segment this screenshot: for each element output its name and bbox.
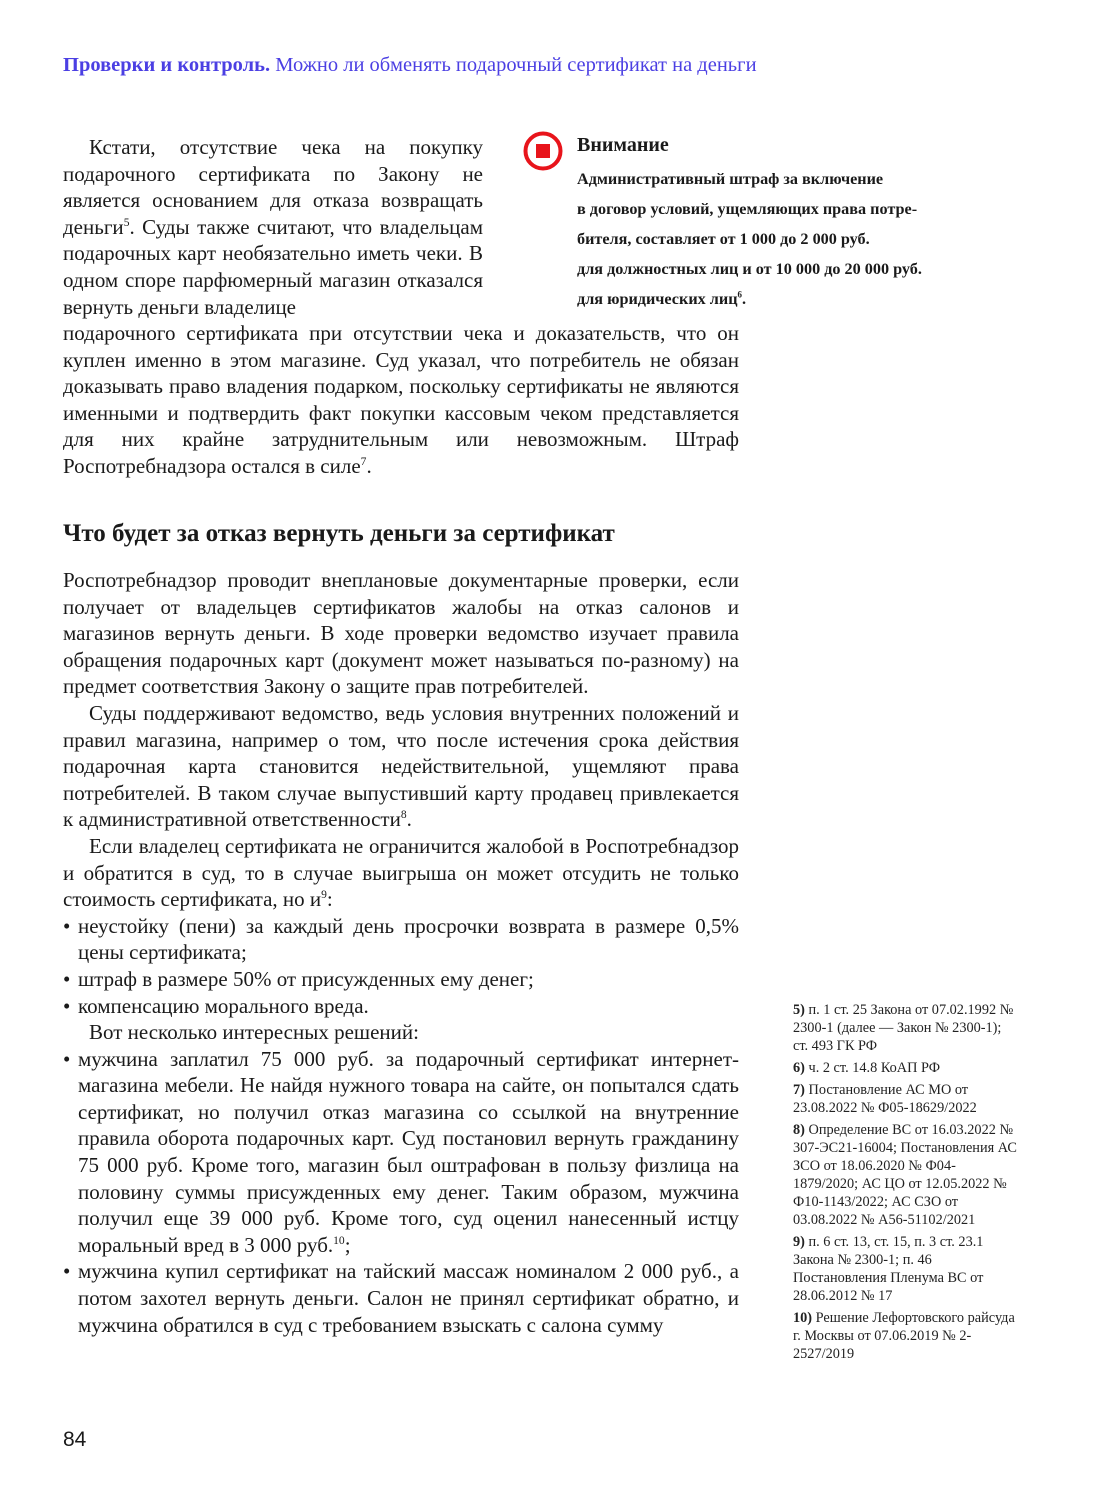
footnote-5: 5) п. 1 ст. 25 Закона от 07.02.1992 № 2300-1 (далее — Закон № 2300-1); ст. 493 ГК РФ [793, 1002, 1014, 1054]
claims-list [63, 913, 739, 1019]
attention-line: бителя, составляет от 1 000 до 2 000 руб. [577, 230, 870, 248]
cases-list-item: • мужчина заплатил 75 000 руб. за подарочный сертификат интернет-магазина мебели. Не найдя нужного товара на сайте, он попытался сдать сертификат, но получил отказ магазина со ссылкой на внутренние правила оборота подарочных карт. Суд постановил вернуть гражданину 75 000 руб. Кроме того, магазин был оштрафован в пользу физлица на половину суммы присужденных ему денег. Таким образом, мужчина получил еще 39 000 руб. Кроме того, суд оценил нанесенный истцу моральный вред в 3 000 руб.$^{10}$; [63, 1046, 739, 1257]
attention-title: Внимание [577, 134, 669, 156]
footnote-ref-5[interactable]: 5 [123, 216, 130, 229]
running-head-title: Можно ли обменять подарочный сертификат на деньги [275, 54, 757, 76]
running-head-section: Проверки и контроль. [63, 54, 271, 76]
claims-list-item: • компенсацию морального вреда. [63, 993, 369, 1018]
claims-list-item: • неустойку (пени) за каждый день просрочки возврата в размере 0,5% цены сертификата; [63, 913, 739, 965]
bullet-icon: • [63, 1046, 71, 1071]
footnote-ref-10[interactable]: 10 [333, 1234, 345, 1247]
intro-continuation-text: подарочного сертификата при отсутствии чека и доказательств, что он куплен именно в этом магазине. Суд указал, что потребитель не обязан доказывать право владения подарком, поскольку сертификаты не являются именными и подтвердить факт покупки кассовым чеком представляется для них крайне затруднительным или невозможным. Штраф Роспотребнадзора остался в силе$^7$. [63, 321, 739, 478]
footnote-ref-8[interactable]: 8 [400, 809, 407, 822]
bullet-icon: • [63, 1259, 71, 1284]
footnote-6: 6) ч. 2 ст. 14.8 КоАП РФ [793, 1060, 941, 1076]
footnote-10: 10) Решение Лефортовского райсуда г. Москвы от 07.06.2019 № 2-2527/2019 [793, 1310, 1015, 1362]
footnote-ref-6[interactable]: 6 [737, 289, 742, 300]
attention-line: Административный штраф за включение [577, 170, 884, 188]
attention-line: для должностных лиц и от 10 000 до 20 000 руб. [577, 260, 922, 278]
footnote-7: 7) Постановление АС МО от 23.08.2022 № Ф05-18629/2022 [793, 1082, 977, 1116]
bullet-icon: • [63, 913, 71, 938]
cases-list-item: • мужчина купил сертификат на тайский массаж номиналом 2 000 руб., а потом захотел вернуть деньги. Салон не принял сертификат обратно, и мужчина обратился в суд с требованием взыскать с салона сумму [63, 1259, 739, 1337]
section-paragraph-4: Вот несколько интересных решений: [89, 1020, 419, 1045]
footnote-8: 8) Определение ВС от 16.03.2022 № 307-ЭС21-16004; Постановления АС ЗСО от 18.06.2020 № Ф04-1879/2020; АС ЦО от 12.05.2022 № Ф10-1143/2022; АС СЗО от 03.08.2022 № А56-51102/2021 [793, 1122, 1017, 1228]
page-number: 84 [63, 1428, 87, 1451]
intro-continuation [63, 320, 739, 480]
section-paragraph-1: Роспотребнадзор проводит внеплановые документарные проверки, если получает от владельцев сертификатов жалобы на отказ салонов и магазинов вернуть деньги. В ходе проверки ведомство изучает правила обращения подарочных карт (документ может называться по-разному) на предмет соответствия Закону о защите прав потребителей. [63, 568, 739, 699]
bullet-icon: • [63, 993, 71, 1018]
intro-paragraph [63, 134, 483, 320]
footnote-ref-9[interactable]: 9 [321, 889, 327, 902]
footnotes [793, 1001, 1018, 1367]
running-head [63, 54, 757, 77]
stop-icon [522, 130, 564, 172]
attention-body [577, 164, 1022, 314]
intro-text: Кстати, отсутствие чека на покупку подарочного сертификата по Закону не является основанием для отказа возвращать деньги$^5$. Суды также считают, что владельцам подарочных карт необязательно иметь чеки. В одном споре парфюмерный магазин отказался вернуть деньги владелице [63, 135, 483, 319]
cases-list [63, 1046, 739, 1339]
section-body [63, 567, 739, 1338]
claims-list-item: • штраф в размере 50% от присужденных ему денег; [63, 966, 534, 991]
bullet-icon: • [63, 966, 71, 991]
footnote-ref-7[interactable]: 7 [360, 455, 367, 468]
footnote-9: 9) п. 6 ст. 13, ст. 15, п. 3 ст. 23.1 Закона № 2300-1; п. 46 Постановления Пленума ВС от 28.06.2012 № 17 [793, 1234, 984, 1304]
section-paragraph-2: Суды поддерживают ведомство, ведь условия внутренних положений и правил магазина, например о том, что после истечения срока действия подарочная карта становится недействительной, ущемляют права потребителей. В таком случае выпустивший карту продавец привлекается к административной ответственности$^8$. [63, 700, 739, 832]
attention-line: в договор условий, ущемляющих права потре- [577, 200, 918, 218]
section-heading: Что будет за отказ вернуть деньги за сертификат [63, 520, 615, 547]
attention-line: для юридических лиц$^6$. [577, 289, 747, 308]
section-paragraph-3: Если владелец сертификата не ограничится жалобой в Роспотребнадзор и обратится в суд, то в случае выигрыша он может отсудить не только стоимость сертификата, но $и^9$: [63, 833, 739, 912]
